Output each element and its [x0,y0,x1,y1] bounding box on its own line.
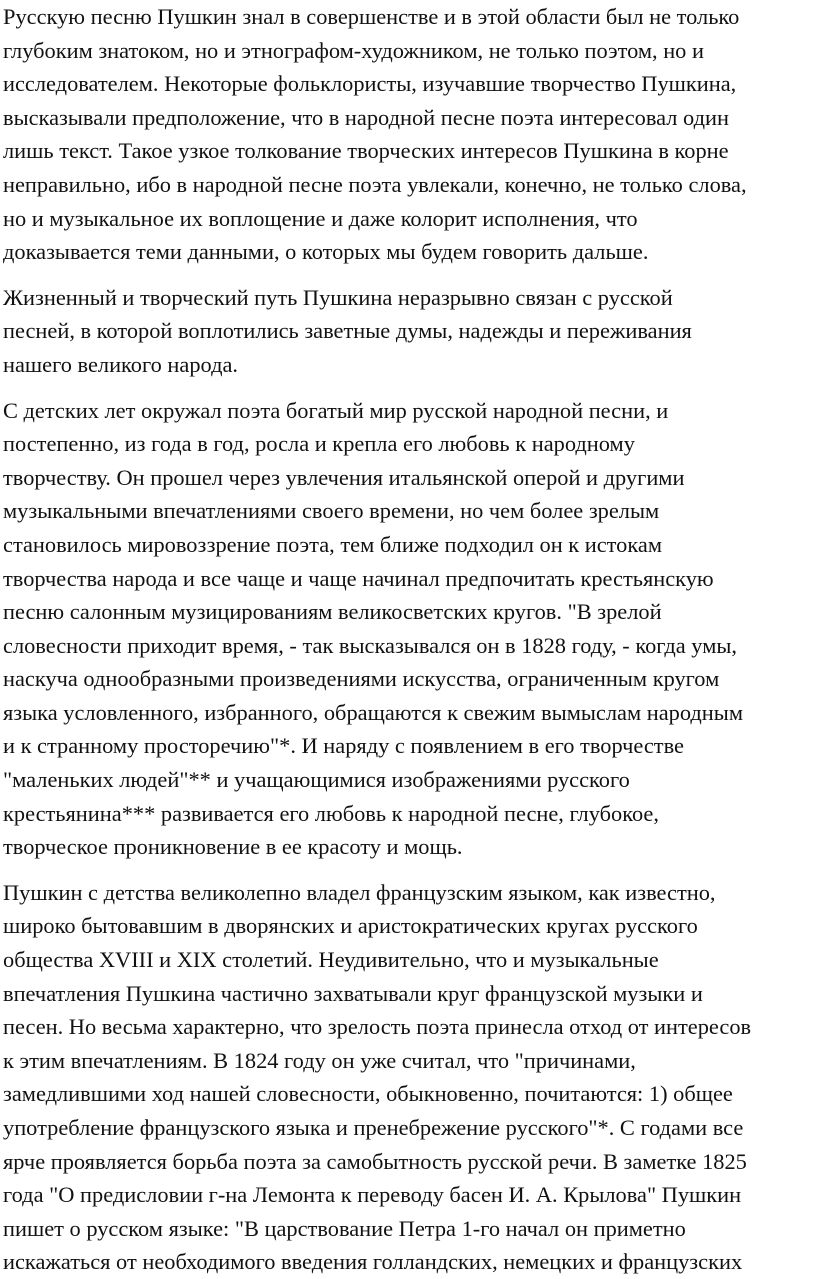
text-line: словесности приходит время, - так высказывался он в 1828 году, - когда умы, [3,632,738,658]
text-line: пишет о русском языке: "В царствование Петра 1-го начал он приметно [3,1215,686,1241]
text-line: песню салонным музицированиям великосветских кругов. "В зрелой [3,599,662,625]
text-line: но и музыкальное их воплощение и даже колорит исполнения, что [3,205,638,231]
text-line: замедлившими ход нашей словесности, обыкновенно, почитаются: 1) общее [3,1081,733,1107]
text-line: наскуча однообразными произведениями искусства, ограниченным кругом [3,666,720,692]
text-line: искажаться от необходимого введения голландских, немецких и французских [3,1249,743,1275]
text-line: лишь текст. Такое узкое толкование творческих интересов Пушкина в корне [3,138,729,164]
text-line: доказывается теми данными, о которых мы будем говорить дальше. [3,239,649,265]
text-line: года "О предисловии г-на Лемонта к переводу басен И. А. Крылова" Пушкин [3,1182,742,1208]
paragraph-3 [3,394,814,864]
text-line: становилось мировоззрение поэта, тем ближе подходил он к истокам [3,531,663,557]
text-line: широко бытовавшим в дворянских и аристократических кругах русского [3,913,698,939]
text-line: песен. Но весьма характерно, что зрелость поэта принесла отход от интересов [3,1014,752,1040]
text-line: исследователем. Некоторые фольклористы, изучавшие творчество Пушкина, [3,71,737,97]
text-line: С детских лет окружал поэта богатый мир русской народной песни, и [3,397,669,423]
text-line: песней, в которой воплотились заветные думы, надежды и переживания [3,318,692,344]
text-line: впечатления Пушкина частично захватывали круг французской музыки и [3,980,703,1006]
text-line: ярче проявляется борьба поэта за самобытность русской речи. В заметке 1825 [3,1148,747,1174]
text-line: Жизненный и творческий путь Пушкина неразрывно связан с русской [3,284,673,310]
text-line: Русскую песню Пушкин знал в совершенстве и в этой области был не только [3,4,740,29]
text-line: музыкальными впечатлениями своего времени, но чем более зрелым [3,498,660,524]
text-line: общества XVIII и XIX столетий. Неудивительно, что и музыкальные [3,947,659,973]
text-line: творчества народа и все чаще и чаще начинал предпочитать крестьянскую [3,565,714,591]
paragraph-4 [3,876,814,1279]
text-line: творчеству. Он прошел через увлечения итальянской оперой и другими [3,464,685,490]
text-line: высказывали предположение, что в народной песне поэта интересовал один [3,104,729,130]
text-line: "маленьких людей"** и учащающимися изображениями русского [3,767,630,793]
text-line: неправильно, ибо в народной песне поэта увлекали, конечно, не только слова, [3,171,747,197]
text-line: нашего великого народа. [3,351,239,377]
text-line: глубоким знатоком, но и этнографом-художником, не только поэтом, но и [3,37,704,63]
text-line: и к странному просторечию"*. И наряду с появлением в его творчестве [3,733,684,759]
text-line: Пушкин с детства великолепно владел французским языком, как известно, [3,879,716,905]
text-line: постепенно, из года в год, росла и крепла его любовь к народному [3,431,635,457]
text-line: творческое проникновение в ее красоту и мощь. [3,834,463,860]
paragraph-1 [3,0,814,269]
text-line: языка условленного, избранного, обращаются к свежим вымыслам народным [3,699,743,725]
text-line: к этим впечатлениям. В 1824 году он уже считал, что "причинами, [3,1047,636,1073]
text-line: употребление французского языка и пренебрежение русского"*. С годами все [3,1115,744,1140]
paragraph-2 [3,281,814,382]
text-line: крестьянина*** развивается его любовь к народной песне, глубокое, [3,800,659,826]
